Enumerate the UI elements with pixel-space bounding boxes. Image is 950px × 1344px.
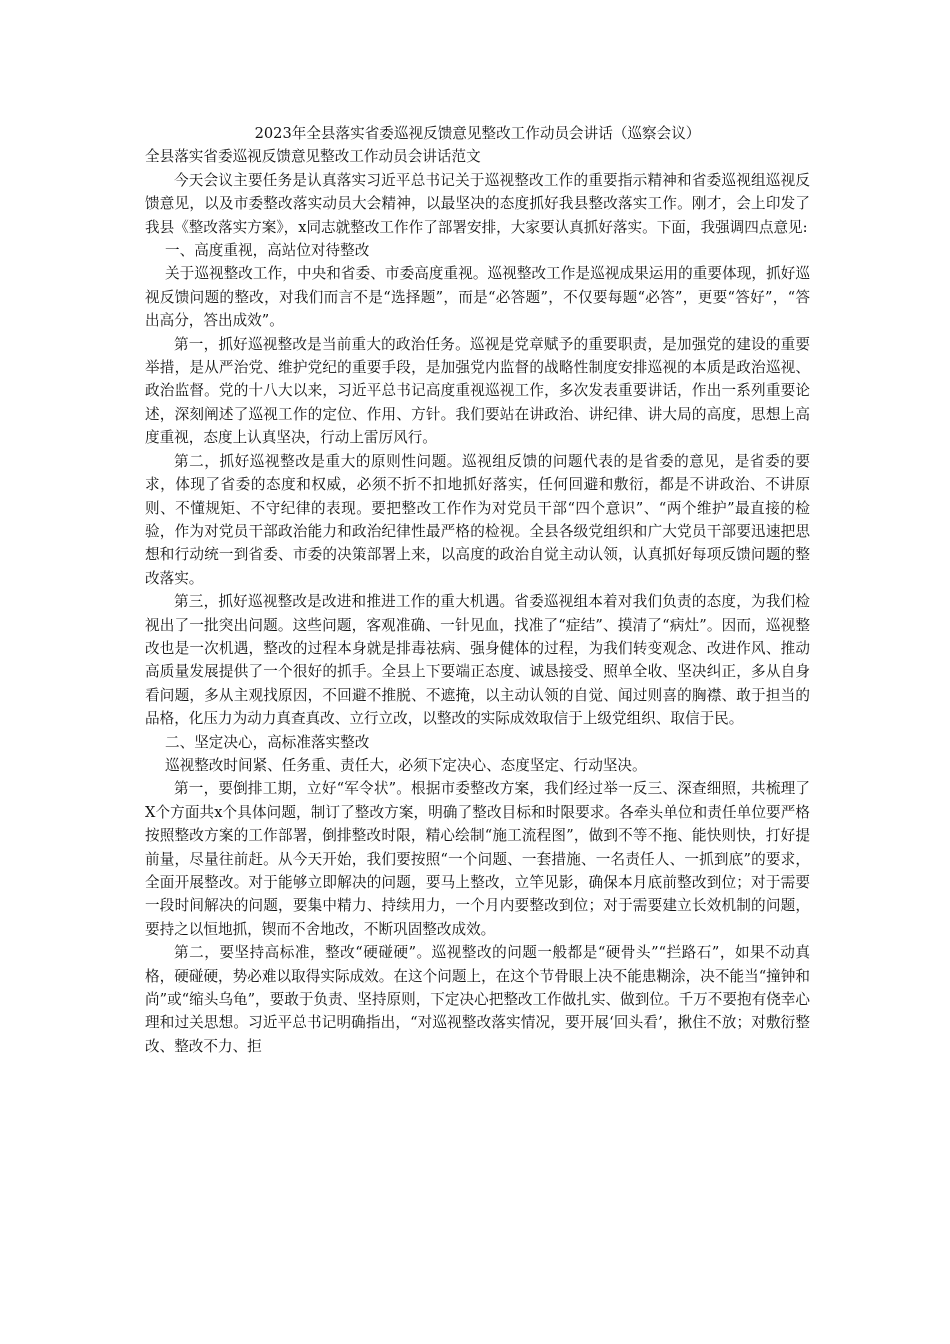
paragraph: 第二，要坚持高标准，整改“硬碰硬”。巡视整改的问题一般都是“硬骨头”“拦路石”，如果不动真格，硬碰硬，势必难以取得实际成效。在这个问题上，在这个节骨眼上决不能患糊涂，决不能当“撞钟和尚”或“缩头乌龟”，要敢于负责、坚持原则，下定决心把整改工作做扎实、做到位。千万不要抱有侥幸心理和过关思想。习近平总书记明确指出，“对巡视整改落实情况，要开展‘回头看’，揪住不放；对敷衍整改、整改不力、拒 <box>145 944 810 1055</box>
document-page <box>145 122 810 1058</box>
paragraph-intro: 今天会议主要任务是认真落实习近平总书记关于巡视整改工作的重要指示精神和省委巡视组巡视反馈意见，以及市委整改落实动员大会精神，以最坚决的态度抓好我县整改落实工作。刚才，会上印发了我县《整改落实方案》，x同志就整改工作作了部署安排，大家要认真抓好落实。下面，我强调四点意见: <box>145 171 810 236</box>
document-title: 2023年全县落实省委巡视反馈意见整改工作动员会讲话（巡察会议） <box>254 125 701 142</box>
paragraph: 第三，抓好巡视整改是改进和推进工作的重大机遇。省委巡视组本着对我们负责的态度，为我们检视出了一批突出问题。这些问题，客观准确、一针见血，找准了“症结”、摸清了“病灶”。因而，巡视整改也是一次机遇，整改的过程本身就是排毒祛病、强身健体的过程，为我们转变观念、改进作风、推动高质量发展提供了一个很好的抓手。全县上下要端正态度、诚恳接受、照单全收、坚决纠正，多从自身看问题，多从主观找原因，不回避不推脱、不遮掩，以主动认领的自觉、闻过则喜的胸襟、敢于担当的品格，化压力为动力真查真改、立行立改，以整改的实际成效取信于上级党组织、取信于民。 <box>145 593 810 728</box>
paragraph: 第一，要倒排工期，立好“军令状”。根据市委整改方案，我们经过举一反三、深查细照，共梳理了X个方面共x个具体问题，制订了整改方案，明确了整改目标和时限要求。各牵头单位和责任单位要严格按照整改方案的工作部署，倒排整改时限，精心绘制“施工流程图”，做到不等不拖、能快则快，打好提前量，尽量往前赶。从今天开始，我们要按照“一个问题、一套措施、一名责任人、一抓到底”的要求，全面开展整改。对于能够立即解决的问题，要马上整改，立竿见影，确保本月底前整改到位；对于需要一段时间解决的问题，要集中精力、持续用力，一个月内要整改到位；对于需要建立长效机制的问题，要持之以恒地抓，锲而不舍地改，不断巩固整改成效。 <box>145 780 810 938</box>
section-heading-1: 一、高度重视，高站位对待整改 <box>165 242 370 260</box>
paragraph: 第二，抓好巡视整改是重大的原则性问题。巡视组反馈的问题代表的是省委的意见，是省委的要求，体现了省委的态度和权威，必须不折不扣地抓好落实，任何回避和敷衍，都是不讲政治、不讲原则、不懂规矩、不守纪律的表现。要把整改工作作为对党员干部“四个意识”、“两个维护”最直接的检验，作为对党员干部政治能力和政治纪律性最严格的检视。全县各级党组织和广大党员干部要迅速把思想和行动统一到省委、市委的决策部署上来，以高度的政治自觉主动认领，认真抓好每项反馈问题的整改落实。 <box>145 452 810 587</box>
paragraph: 第一，抓好巡视整改是当前重大的政治任务。巡视是党章赋予的重要职责，是加强党的建设的重要举措，是从严治党、维护党纪的重要手段，是加强党内监督的战略性制度安排巡视的本质是政治巡视、政治监督。党的十八大以来，习近平总书记高度重视巡视工作，多次发表重要讲话，作出一系列重要论述，深刻阐述了巡视工作的定位、作用、方针。我们要站在讲政治、讲纪律、讲大局的高度，思想上高度重视，态度上认真坚决，行动上雷厉风行。 <box>145 335 810 447</box>
section-heading-2: 二、坚定决心，高标准落实整改 <box>165 733 370 751</box>
paragraph: 关于巡视整改工作，中央和省委、市委高度重视。巡视整改工作是巡视成果运用的重要体现，抓好巡视反馈问题的整改，对我们而言不是“选择题”，而是“必答题”，不仅要每题“必答”，更要“答好”，“答出高分，答出成效”。 <box>145 265 810 330</box>
document-subtitle: 全县落实省委巡视反馈意见整改工作动员会讲话范文 <box>145 148 481 166</box>
paragraph: 巡视整改时间紧、任务重、责任大，必须下定决心、态度坚定、行动坚决。 <box>165 756 647 774</box>
